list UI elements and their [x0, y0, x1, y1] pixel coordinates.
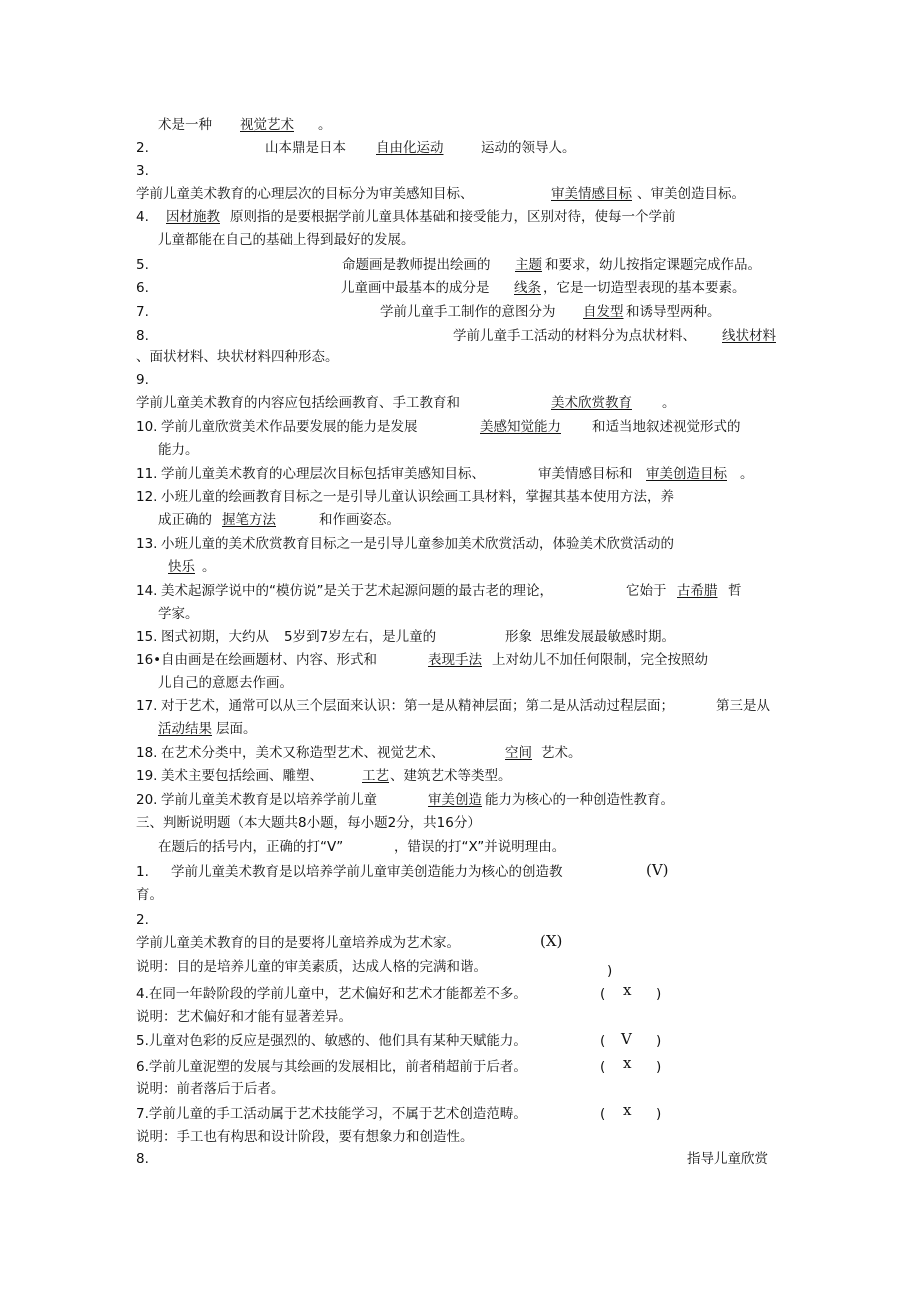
- q8-text-cont: 、面状材料、块状材料四种形态。: [136, 349, 339, 365]
- section3-title: 三、判断说明题（本大题共8小题，每小题2分，共16分）: [136, 815, 481, 831]
- q9-number: 9.: [136, 372, 149, 388]
- j1-number: 1.: [136, 864, 149, 880]
- q4-text-post: 原则指的是要根据学前儿童具体基础和接受能力，区别对待，使每一个学前: [230, 209, 676, 225]
- q20-number: 20.: [136, 792, 158, 808]
- j8-number: 8.: [136, 1151, 149, 1167]
- q15-number: 15.: [136, 629, 158, 645]
- q10-text-pre: 学前儿童欣赏美术作品要发展的能力是发展: [161, 419, 418, 435]
- j1-text: 学前儿童美术教育是以培养学前儿童审美创造能力为核心的创造教: [171, 864, 563, 880]
- j6-note: 说明：前者落后于后者。: [136, 1081, 285, 1097]
- q5-number: 5.: [136, 257, 149, 273]
- q17-answer: 活动结果: [158, 721, 212, 737]
- q14-text-mid: 它始于: [626, 583, 667, 599]
- q9-answer: 美术欣赏教育: [551, 395, 632, 411]
- q17-text-post: 层面。: [216, 721, 257, 737]
- q2-number: 2.: [136, 140, 149, 156]
- j2-number: 2.: [136, 912, 149, 928]
- q1-text-pre: 术是一种: [158, 117, 212, 133]
- q11-answer: 审美创造目标: [646, 466, 727, 482]
- q14-number: 14.: [136, 583, 158, 599]
- q5-text-pre: 命题画是教师提出绘画的: [342, 257, 491, 273]
- q17-text-pre: 对于艺术，通常可以从三个层面来认识：第一是从精神层面；第二是从活动过程层面；: [161, 698, 674, 714]
- j2-stray-paren: ): [607, 963, 613, 979]
- q4-text-cont: 儿童都能在自己的基础上得到最好的发展。: [158, 232, 415, 248]
- q18-number: 18.: [136, 745, 158, 761]
- q8-text-pre: 学前儿童手工活动的材料分为点状材料、: [453, 328, 696, 344]
- q18-text-pre: 在艺术分类中，美术又称造型艺术、视觉艺术、: [161, 745, 445, 761]
- j6-open-paren: (: [600, 1059, 606, 1075]
- q4-number: 4.: [136, 209, 149, 225]
- q11-number: 11.: [136, 466, 158, 482]
- q6-text-post: ，它是一切造型表现的基本要素。: [543, 280, 746, 296]
- q10-answer: 美感知觉能力: [480, 419, 561, 435]
- j4-open-paren: (: [600, 986, 606, 1002]
- q16-answer: 表现手法: [428, 652, 482, 668]
- q3-text-pre: 学前儿童美术教育的心理层次的目标分为审美感知目标、: [136, 186, 474, 202]
- q12-text-post: 和作画姿态。: [319, 512, 400, 528]
- j6-close-paren: ): [656, 1059, 662, 1075]
- q16-text-cont: 儿自己的意愿去作画。: [158, 675, 293, 691]
- q3-text-post: 、审美创造目标。: [637, 186, 745, 202]
- q18-answer: 空间: [505, 745, 532, 761]
- q10-number: 10.: [136, 419, 158, 435]
- q1-text-post: 。: [318, 117, 332, 133]
- q14-answer: 古希腊: [677, 583, 718, 599]
- q5-text-post: 和要求，幼儿按指定课题完成作品。: [545, 257, 761, 273]
- q9-text-post: 。: [662, 395, 676, 411]
- q19-text-post: 、建筑艺术等类型。: [390, 768, 512, 784]
- j7-note: 说明：手工也有构思和设计阶段，要有想象力和创造性。: [136, 1129, 474, 1145]
- j2-text: 学前儿童美术教育的目的是要将儿童培养成为艺术家。: [136, 935, 460, 951]
- q7-text-pre: 学前儿童手工制作的意图分为: [380, 304, 556, 320]
- q15-text-mid: 5岁到7岁左右，是儿童的: [284, 629, 437, 645]
- q8-answer: 线状材料: [722, 328, 776, 344]
- j4-text: 4.在同一年龄阶段的学前儿童中，艺术偏好和艺术才能都差不多。: [136, 986, 527, 1002]
- q8-number: 8.: [136, 328, 149, 344]
- q2-text-pre: 山本鼎是日本: [265, 140, 346, 156]
- q4-answer: 因材施教: [166, 209, 220, 225]
- q2-answer: 自由化运动: [376, 140, 444, 156]
- j5-text: 5.儿童对色彩的反应是强烈的、敏感的、他们具有某种天赋能力。: [136, 1033, 527, 1049]
- q1-answer: 视觉艺术: [240, 117, 294, 133]
- q12-answer: 握笔方法: [222, 512, 276, 528]
- q19-number: 19.: [136, 768, 158, 784]
- q11-text-mid: 审美情感目标和: [538, 466, 633, 482]
- q3-answer: 审美情感目标: [551, 186, 632, 202]
- q15-answer: 形象: [505, 629, 532, 645]
- q18-text-post: 艺术。: [541, 745, 582, 761]
- j7-mark: x: [623, 1101, 632, 1119]
- q10-text-post: 和适当地叙述视觉形式的: [592, 419, 741, 435]
- q3-number: 3.: [136, 163, 149, 179]
- q6-text-pre: 儿童画中最基本的成分是: [341, 280, 490, 296]
- j7-close-paren: ): [656, 1106, 662, 1122]
- q2-text-post: 运动的领导人。: [481, 140, 576, 156]
- q11-text-pre: 学前儿童美术教育的心理层次目标包括审美感知目标、: [161, 466, 485, 482]
- q16-text-post: 上对幼儿不加任何限制，完全按照幼: [492, 652, 708, 668]
- q16-text-pre: 自由画是在绘画题材、内容、形式和: [161, 652, 377, 668]
- section3-intro-part1: 在题后的括号内，正确的打“V”: [158, 839, 344, 855]
- q11-text-post: 。: [740, 466, 754, 482]
- q15-text-post: 思维发展最敏感时期。: [540, 629, 675, 645]
- j4-note: 说明：艺术偏好和才能有显著差异。: [136, 1009, 352, 1025]
- j7-open-paren: (: [600, 1106, 606, 1122]
- q9-text-pre: 学前儿童美术教育的内容应包括绘画教育、手工教育和: [136, 395, 460, 411]
- j6-text: 6.学前儿童泥塑的发展与其绘画的发展相比，前者稍超前于后者。: [136, 1059, 527, 1075]
- j1-text-cont: 育。: [136, 887, 163, 903]
- q7-number: 7.: [136, 304, 149, 320]
- q19-answer: 工艺: [362, 768, 389, 784]
- q10-text-cont: 能力。: [158, 442, 199, 458]
- q7-text-post: 和诱导型两种。: [626, 304, 721, 320]
- q19-text-pre: 美术主要包括绘画、雕塑、: [161, 768, 323, 784]
- j5-open-paren: (: [600, 1033, 606, 1049]
- q14-text-cont: 学家。: [158, 606, 199, 622]
- q15-text-pre: 图式初期，大约从: [161, 629, 269, 645]
- j6-mark: x: [623, 1054, 632, 1072]
- q7-answer: 自发型: [583, 304, 624, 320]
- q17-number: 17.: [136, 698, 158, 714]
- j1-mark: (V): [646, 861, 669, 879]
- j2-note: 说明：目的是培养儿童的审美素质，达成人格的完满和谐。: [136, 959, 487, 975]
- j4-mark: x: [623, 981, 632, 999]
- q14-text-post: 哲: [728, 583, 742, 599]
- q13-answer: 快乐: [168, 559, 195, 575]
- q13-text-pre: 小班儿童的美术欣赏教育目标之一是引导儿童参加美术欣赏活动，体验美术欣赏活动的: [161, 536, 674, 552]
- q20-text-post: 能力为核心的一种创造性教育。: [485, 792, 674, 808]
- q12-text-pre: 小班儿童的绘画教育目标之一是引导儿童认识绘画工具材料，掌握其基本使用方法，养: [161, 489, 674, 505]
- q20-text-pre: 学前儿童美术教育是以培养学前儿童: [161, 792, 377, 808]
- q12-text-cont: 成正确的: [158, 512, 212, 528]
- j5-mark: V: [621, 1030, 632, 1048]
- j7-text: 7.学前儿童的手工活动属于艺术技能学习，不属于艺术创造范畴。: [136, 1106, 527, 1122]
- q14-text-pre: 美术起源学说中的“模仿说”是关于艺术起源问题的最古老的理论，: [161, 583, 553, 599]
- j5-close-paren: ): [656, 1033, 662, 1049]
- q13-number: 13.: [136, 536, 158, 552]
- q5-answer: 主题: [515, 257, 542, 273]
- q13-text-post: 。: [202, 559, 216, 575]
- j2-mark: (X): [540, 932, 563, 950]
- q20-answer: 审美创造: [428, 792, 482, 808]
- q17-text-mid: 第三是从: [716, 698, 770, 714]
- q16-number: 16•: [136, 652, 162, 668]
- j4-close-paren: ): [656, 986, 662, 1002]
- section3-intro-part2: ，错误的打“X”并说明理由。: [394, 839, 566, 855]
- q12-number: 12.: [136, 489, 158, 505]
- q6-answer: 线条: [514, 280, 541, 296]
- j8-text: 指导儿童欣赏: [687, 1151, 768, 1167]
- q6-number: 6.: [136, 280, 149, 296]
